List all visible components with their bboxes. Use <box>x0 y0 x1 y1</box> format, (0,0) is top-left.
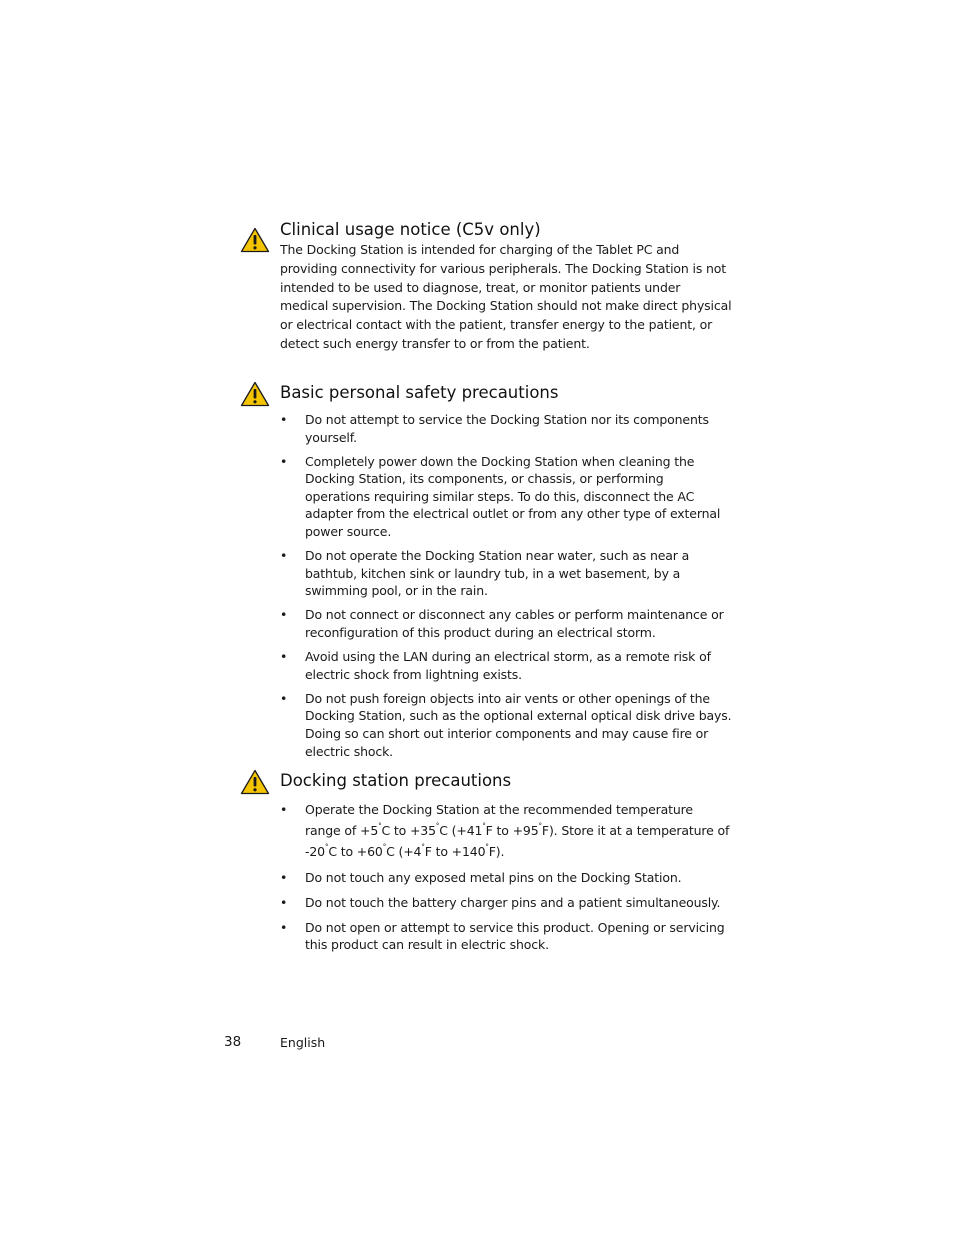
list-item-text: Do not open or attempt to service this product. Opening or servicing this product can result in electric shock. <box>305 919 725 953</box>
list-item-text: Completely power down the Docking Station when cleaning the Docking Station, its components, or chassis, or performing operations requiring similar steps. To do this, disconnect the AC adapter from the electrical outlet or from any other type of external power source. <box>305 453 721 540</box>
section-title: Docking station precautions <box>280 771 512 790</box>
warning-icon <box>240 381 270 407</box>
bullet-icon: • <box>280 690 288 706</box>
list-item-text: Do not push foreign objects into air vents or other openings of the Docking Station, such as the optional external optical disk drive bays. Doing so can short out interior components and may cause fire or electric shock. <box>305 690 732 759</box>
page-number: 38 <box>224 1034 242 1050</box>
list-item-text: Do not touch any exposed metal pins on the Docking Station. <box>305 869 682 885</box>
bullet-icon: • <box>280 869 288 885</box>
list-item <box>280 919 732 954</box>
bullet-icon: • <box>280 649 288 665</box>
bullet-icon: • <box>280 919 288 935</box>
section-paragraph: The Docking Station is intended for charging of the Tablet PC and providing connectivity for various peripherals. The Docking Station is not intended to be used to diagnose, treat, or monitor patients under medical supervision. The Docking Station should not make direct physical or electrical contact with the patient, transfer energy to the patient, or detect such energy transfer to or from the patient. <box>280 242 732 351</box>
list-item <box>280 894 732 912</box>
section-title: Basic personal safety precautions <box>280 383 559 402</box>
list-item <box>280 547 732 600</box>
bullet-icon: • <box>280 607 288 623</box>
docking-bullet-list <box>280 799 732 960</box>
warning-icon <box>240 227 270 253</box>
list-item <box>280 411 732 446</box>
list-item <box>280 453 732 541</box>
warning-icon <box>240 769 270 795</box>
list-item <box>280 690 732 760</box>
list-item <box>280 648 732 683</box>
bullet-icon: • <box>280 453 288 469</box>
footer-language: English <box>280 1035 326 1050</box>
bullet-icon: • <box>280 412 288 427</box>
section-title: Clinical usage notice (C5v only) <box>280 220 541 239</box>
list-item-text: Do not operate the Docking Station near water, such as near a bathtub, kitchen sink or laundry tub, in a wet basement, by a swimming pool, or in the rain. <box>305 548 690 599</box>
list-item: • Operate the Docking Station at the recommended temperature range of +5°C to +35°C (+41°F to +95°F). Store it at a temperature of -20°C to +60°C (+4°F to +140°F). <box>280 799 732 862</box>
list-item <box>280 869 732 887</box>
list-item-text: Do not touch the battery charger pins and a patient simultaneously. <box>305 894 721 910</box>
safety-bullet-list <box>280 411 732 767</box>
list-item <box>280 606 732 641</box>
bullet-icon: • <box>280 894 288 910</box>
bullet-icon: • <box>280 548 288 564</box>
bullet-icon: • <box>280 802 288 817</box>
list-item-text: Do not attempt to service the Docking Station nor its components yourself. <box>305 412 709 445</box>
list-item-text: Do not connect or disconnect any cables or perform maintenance or reconfiguration of this product during an electrical storm. <box>305 607 724 641</box>
list-item-text: Avoid using the LAN during an electrical storm, as a remote risk of electric shock from lightning exists. <box>305 649 711 682</box>
